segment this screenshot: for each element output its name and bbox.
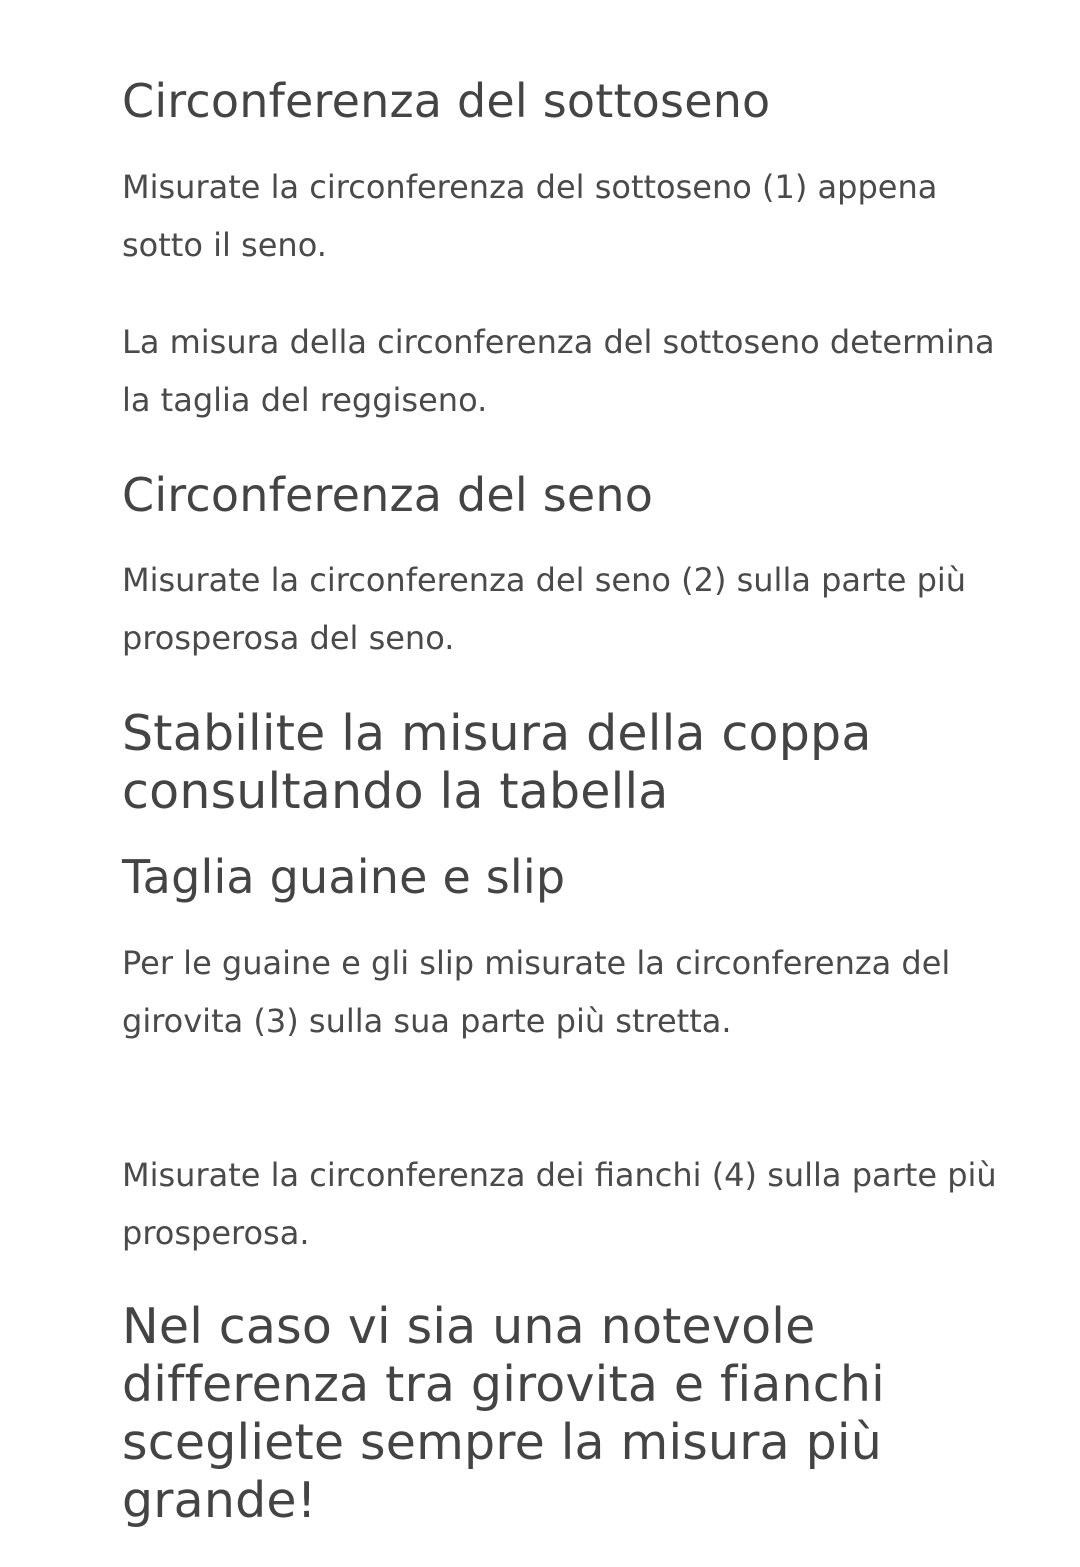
bust-heading: Circonferenza del seno	[122, 468, 654, 522]
underbust-heading: Circonferenza del sottoseno	[122, 74, 771, 128]
underbust-instruction: Misurate la circonferenza del sottoseno (1) appena sotto il seno.	[122, 168, 938, 264]
cup-heading: Stabilite la misura della coppa consultando la tabella	[122, 705, 872, 820]
hips-instruction: Misurate la circonferenza dei fianchi (4) sulla parte più prosperosa.	[122, 1156, 997, 1252]
briefs-heading: Taglia guaine e slip	[122, 850, 566, 904]
bust-instruction: Misurate la circonferenza del seno (2) sulla parte più prosperosa del seno.	[122, 561, 967, 657]
underbust-note: La misura della circonferenza del sottoseno determina la taglia del reggiseno.	[122, 323, 995, 419]
size-advice-heading: Nel caso vi sia una notevole differenza tra girovita e fianchi scegliete sempre la misura più grande!	[122, 1298, 885, 1529]
waist-instruction: Per le guaine e gli slip misurate la circonferenza del girovita (3) sulla sua parte più stretta.	[122, 944, 951, 1040]
